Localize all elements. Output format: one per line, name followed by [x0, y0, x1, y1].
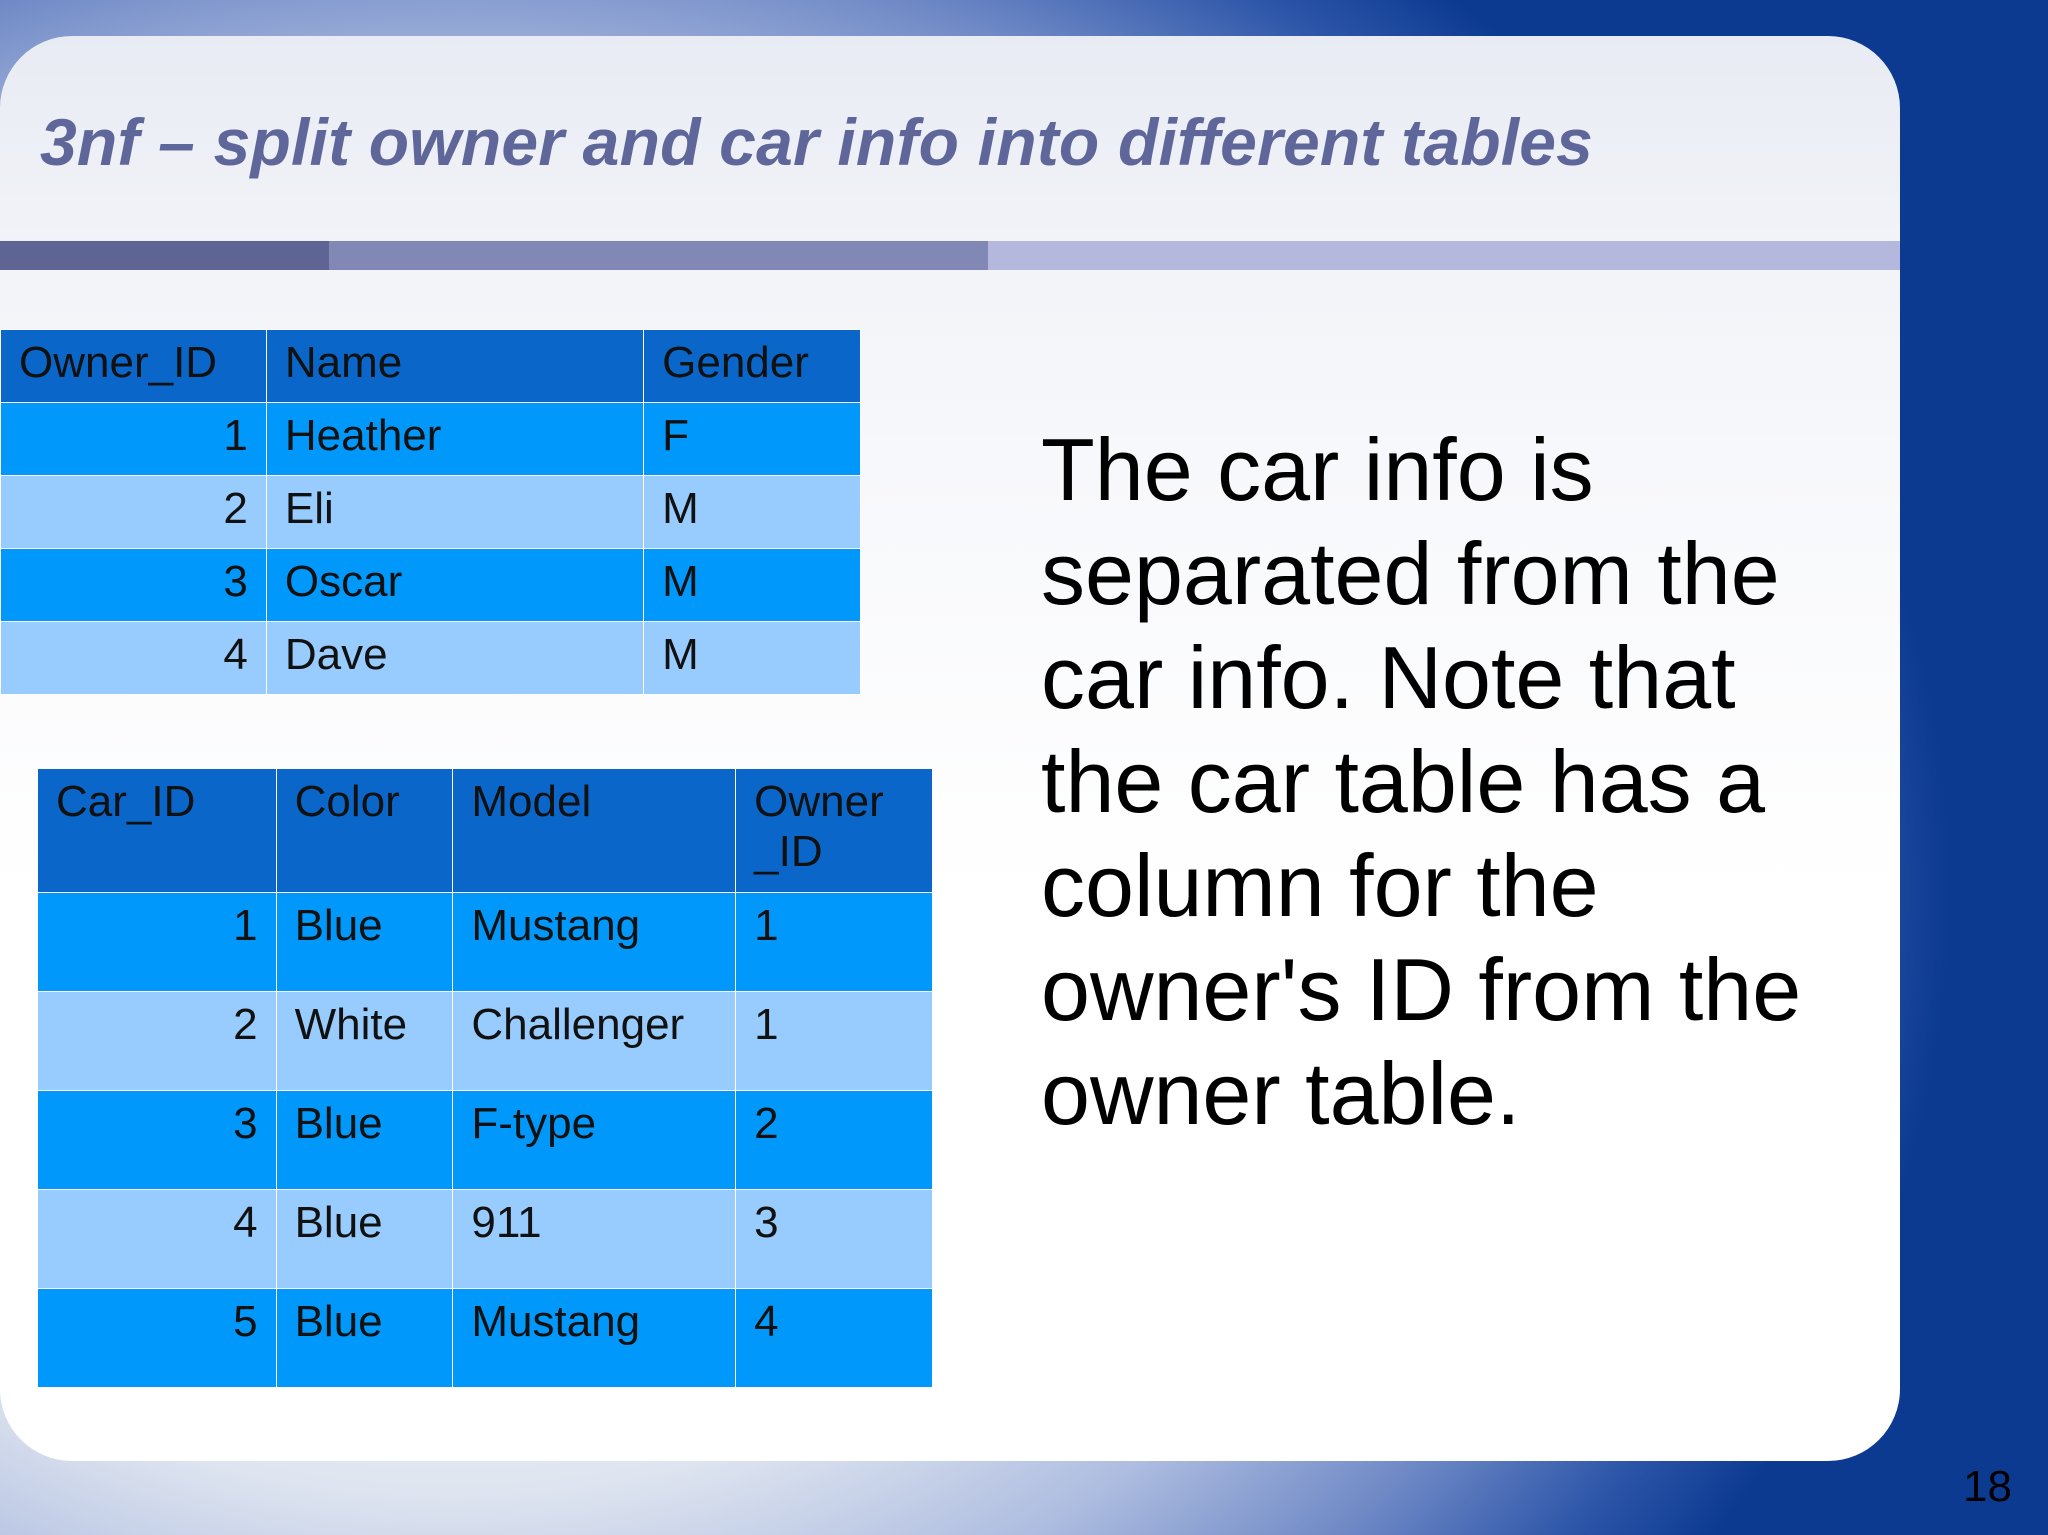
- car-header-owner-id: Owner _ID: [736, 769, 933, 893]
- title-underline-segment-3: [988, 241, 1900, 270]
- title-underline-segment-1: [0, 241, 329, 270]
- car-model-cell: Mustang: [453, 893, 736, 992]
- owner-id-cell: 1: [1, 403, 267, 476]
- car-owner-id-cell: 1: [736, 992, 933, 1091]
- slide-title: 3nf – split owner and car info into different tables: [40, 105, 1594, 179]
- car-color-cell: Blue: [276, 1091, 453, 1190]
- owner-table-row: [1, 476, 861, 549]
- car-header-color: Color: [276, 769, 453, 893]
- owner-name-cell: Heather: [266, 403, 643, 476]
- car-id-cell: 2: [38, 992, 277, 1091]
- owner-table-row: [1, 403, 861, 476]
- car-header-car-id: Car_ID: [38, 769, 277, 893]
- car-id-cell: 1: [38, 893, 277, 992]
- car-id-cell: 5: [38, 1289, 277, 1388]
- owner-table-row: [1, 549, 861, 622]
- car-model-cell: Mustang: [453, 1289, 736, 1388]
- owner-name-cell: Eli: [266, 476, 643, 549]
- car-table-row: [38, 1091, 933, 1190]
- car-table-header-row: [38, 769, 933, 893]
- car-owner-id-cell: 1: [736, 893, 933, 992]
- car-owner-id-cell: 4: [736, 1289, 933, 1388]
- car-table-row: [38, 893, 933, 992]
- car-color-cell: Blue: [276, 1190, 453, 1289]
- car-model-cell: Challenger: [453, 992, 736, 1091]
- car-color-cell: White: [276, 992, 453, 1091]
- car-id-cell: 4: [38, 1190, 277, 1289]
- owner-gender-cell: F: [644, 403, 861, 476]
- car-color-cell: Blue: [276, 1289, 453, 1388]
- car-table-row: [38, 1190, 933, 1289]
- owner-table-header-row: [1, 330, 861, 403]
- owner-gender-cell: M: [644, 476, 861, 549]
- owner-gender-cell: M: [644, 549, 861, 622]
- owner-name-cell: Dave: [266, 622, 643, 695]
- owner-header-owner-id: Owner_ID: [1, 330, 267, 403]
- owner-table: [0, 329, 861, 695]
- owner-id-cell: 2: [1, 476, 267, 549]
- car-header-model: Model: [453, 769, 736, 893]
- owner-table-row: [1, 622, 861, 695]
- owner-id-cell: 3: [1, 549, 267, 622]
- car-table: [37, 768, 933, 1388]
- car-color-cell: Blue: [276, 893, 453, 992]
- owner-id-cell: 4: [1, 622, 267, 695]
- title-underline-segment-2: [329, 241, 988, 270]
- car-id-cell: 3: [38, 1091, 277, 1190]
- car-model-cell: F-type: [453, 1091, 736, 1190]
- car-table-row: [38, 992, 933, 1091]
- owner-name-cell: Oscar: [266, 549, 643, 622]
- car-table-row: [38, 1289, 933, 1388]
- slide-body-text: The car info is separated from the car info. Note that the car table has a column for the owner's ID from the owner table.: [1041, 420, 1802, 1143]
- owner-header-name: Name: [266, 330, 643, 403]
- owner-gender-cell: M: [644, 622, 861, 695]
- owner-header-gender: Gender: [644, 330, 861, 403]
- page-number: 18: [1963, 1462, 2012, 1511]
- car-model-cell: 911: [453, 1190, 736, 1289]
- car-owner-id-cell: 2: [736, 1091, 933, 1190]
- car-owner-id-cell: 3: [736, 1190, 933, 1289]
